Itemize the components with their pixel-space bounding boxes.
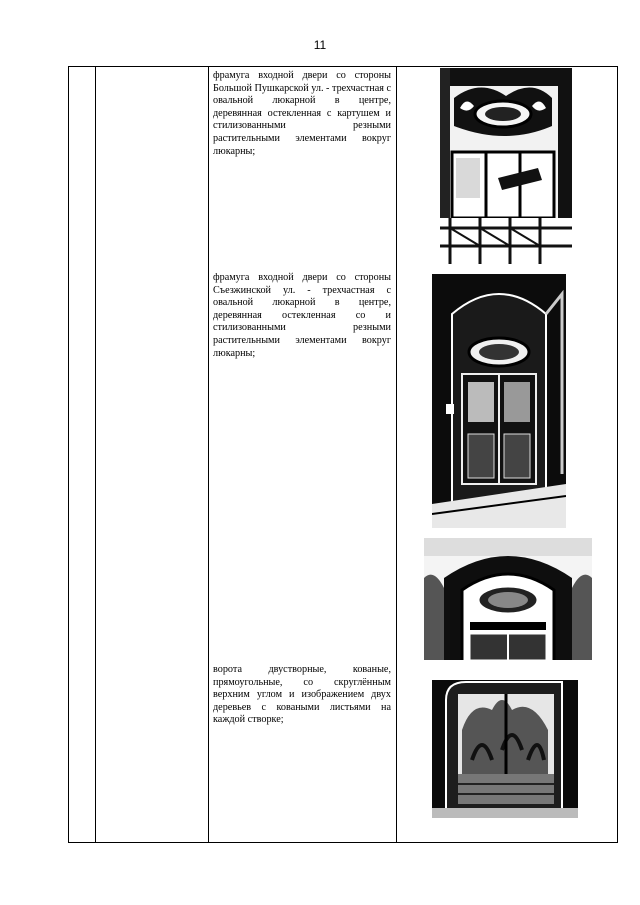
transom-closeup-photo	[424, 538, 592, 660]
feature-description: ворота двустворные, кованые, прямоугольные, со скруглённым верхним углом и изображением двух деревьев с коваными листьями на каждой створке;	[213, 664, 391, 726]
table-column-divider	[396, 66, 397, 843]
feature-description: фрамуга входной двери со стороны Большой Пушкарской ул. - трехчастная с овальной люкарной в центре, деревянная остекленная с картушем и стилизованными резными растительными элементами вокруг люкарны;	[213, 70, 391, 157]
table-column-divider	[208, 66, 209, 843]
table-border-bottom	[68, 842, 618, 843]
page-number: 11	[313, 38, 327, 52]
feature-description: фрамуга входной двери со стороны Съезжинской ул. - трехчастная с овальной люкарной в центре, деревянная остекленная со и стилизованными резными растительными элементами вокруг люкарны;	[213, 272, 391, 359]
transom-photo	[440, 68, 572, 264]
table-column-divider	[95, 66, 96, 843]
table-border-left	[68, 66, 69, 843]
table-border-top	[68, 66, 618, 67]
forged-gates-photo	[432, 670, 578, 818]
door-photo	[432, 274, 566, 528]
table-border-right	[617, 66, 618, 843]
